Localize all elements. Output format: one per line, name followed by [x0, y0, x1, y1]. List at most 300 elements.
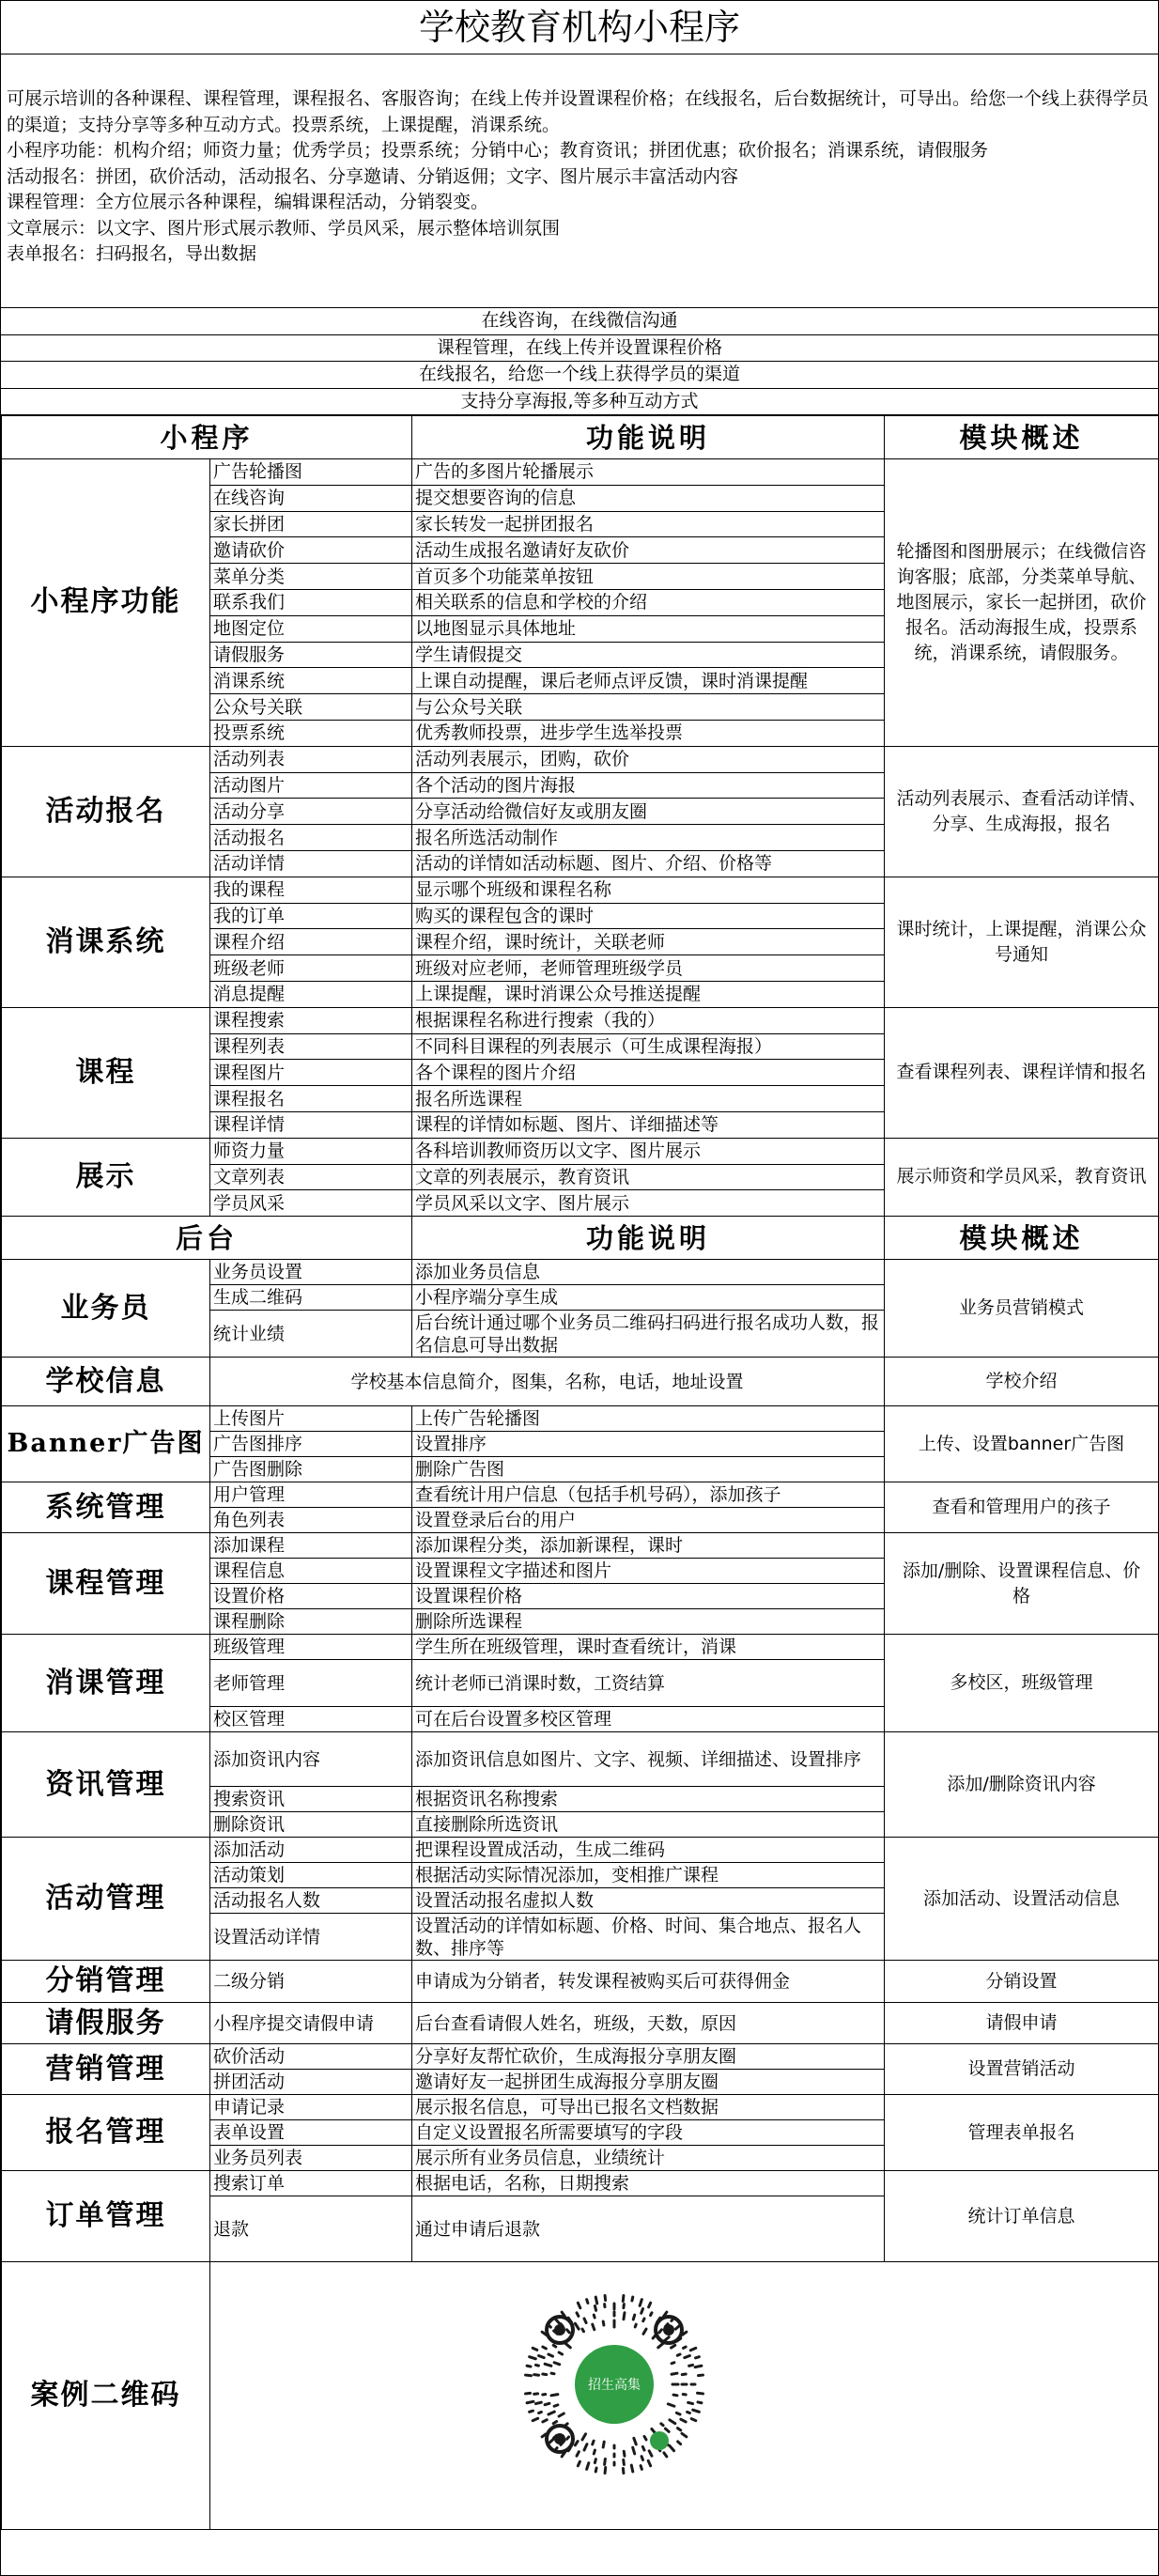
feature-description: 课程介绍，课时统计，关联老师: [412, 929, 885, 955]
intro-block: [1, 54, 1158, 308]
feature-description: 设置课程价格: [412, 1584, 885, 1609]
feature-name: 设置活动详情: [210, 1914, 412, 1961]
feature-description: 上课自动提醒，课后老师点评反馈，课时消课提醒: [412, 668, 885, 694]
feature-description: 设置课程文字描述和图片: [412, 1559, 885, 1584]
qr-label: 招生高集: [588, 2378, 641, 2394]
feature-description: 上课提醒，课时消课公众号推送提醒: [412, 981, 885, 1007]
module-summary: 分销设置: [885, 1961, 1159, 2003]
qr-mark: [623, 2469, 624, 2474]
qr-mark: [587, 2300, 588, 2304]
module-summary: 多校区，班级管理: [885, 1635, 1159, 1732]
module-summary: 展示师资和学员风采，教育资讯: [885, 1138, 1159, 1216]
qr-mark: [624, 2313, 625, 2320]
feature-name: 二级分销: [210, 1961, 412, 2003]
feature-description: 课程的详情如标题、图片、详细描述等: [412, 1111, 885, 1138]
feature-name: 业务员列表: [210, 2146, 412, 2171]
table-row: [2, 1406, 1159, 1432]
feature-description: 把课程设置成活动，生成二维码: [412, 1838, 885, 1863]
table-row: [2, 1482, 1159, 1508]
feature-description: 报名所选课程: [412, 1086, 885, 1112]
qr-mark: [527, 2401, 533, 2402]
qr-mark: [624, 2451, 625, 2456]
feature-name: 上传图片: [210, 1406, 412, 1432]
qr-finder-dot: [554, 2433, 565, 2444]
qr-mark: [632, 2297, 633, 2301]
table-header-row: [2, 416, 1159, 459]
feature-name: 课程删除: [210, 1609, 412, 1635]
qr-mark: [698, 2393, 703, 2394]
qr-mark: [578, 2303, 580, 2307]
banner-line: 在线咨询，在线微信沟通: [1, 308, 1158, 335]
intro-line: 小程序功能：机构介绍；师资力量；优秀学员；投票系统；分销中心；教育资讯；拼团优惠；砍价报名；消课系统，请假服务: [7, 140, 989, 161]
feature-description: 后台查看请假人姓名，班级，天数，原因: [412, 2003, 885, 2044]
section-name: 活动管理: [2, 1838, 210, 1961]
qr-code-icon: [520, 2290, 708, 2497]
feature-description: 申请成为分销者，转发课程被购买后可获得佣金: [412, 1961, 885, 2003]
qr-mark: [640, 2300, 641, 2306]
qr-mark: [549, 2412, 554, 2414]
qr-mark: [530, 2411, 533, 2412]
qr-mark: [553, 2422, 556, 2424]
feature-name: 广告轮播图: [210, 459, 412, 486]
feature-description: 直接删除所选资讯: [412, 1812, 885, 1838]
qr-mark: [659, 2330, 662, 2333]
feature-name: 消课系统: [210, 668, 412, 694]
qr-mark: [526, 2394, 531, 2395]
qr-mark: [587, 2463, 589, 2470]
qr-mark: [605, 2296, 606, 2301]
feature-name: 添加课程: [210, 1533, 412, 1559]
feature-description: 显示哪个班级和课程名称: [412, 877, 885, 903]
qr-mark: [635, 2324, 636, 2327]
feature-name: 家长拼团: [210, 511, 412, 537]
feature-name: 添加资讯内容: [210, 1732, 412, 1787]
qr-mark: [584, 2444, 587, 2450]
feature-name: 广告图删除: [210, 1457, 412, 1482]
feature-name: 活动分享: [210, 799, 412, 825]
feature-description: 分享活动给微信好友或朋友圈: [412, 799, 885, 825]
qr-mark: [670, 2420, 675, 2424]
section-name: 请假服务: [2, 2003, 210, 2044]
feature-description: 可在后台设置多校区管理: [412, 1707, 885, 1732]
qr-mark: [605, 2460, 606, 2465]
feature-name: 搜索资讯: [210, 1787, 412, 1812]
qr-mark: [551, 2395, 558, 2396]
feature-description: 广告的多图片轮播展示: [412, 459, 885, 486]
qr-mark: [681, 2419, 686, 2422]
qr-mark: [533, 2418, 537, 2420]
feature-name: 师资力量: [210, 1138, 412, 1164]
qr-mark: [668, 2404, 674, 2406]
qr-mark: [567, 2330, 570, 2333]
qr-mark: [575, 2323, 579, 2329]
qr-finder-dot: [554, 2324, 565, 2335]
feature-description: 删除所选课程: [412, 1609, 885, 1635]
qr-mark: [595, 2468, 596, 2472]
module-summary: 轮播图和图册展示；在线微信咨询客服；底部，分类菜单导航、地图展示，家长一起拼团，砍价报名。活动海报生成，投票系统，消课系统，请假服务。: [885, 459, 1159, 747]
feature-description: 各科培训教师资历以文字、图片展示: [412, 1138, 885, 1164]
qr-mark: [539, 2356, 545, 2358]
feature-description: 设置登录后台的用户: [412, 1508, 885, 1533]
qr-mark: [567, 2437, 569, 2439]
feature-name: 活动列表: [210, 746, 412, 772]
qr-row: [2, 2262, 1159, 2530]
feature-description: 学员风采以文字、图片展示: [412, 1190, 885, 1217]
qr-mark: [543, 2374, 547, 2375]
feature-description: 展示所有业务员信息，业绩统计: [412, 2146, 885, 2171]
feature-description: 班级对应老师，老师管理班级学员: [412, 955, 885, 982]
qr-mark: [577, 2452, 579, 2456]
qr-mark: [535, 2366, 538, 2367]
qr-mark: [682, 2374, 686, 2375]
qr-mark: [641, 2457, 642, 2460]
feature-name: 课程图片: [210, 1060, 412, 1086]
feature-name: 退款: [210, 2196, 412, 2262]
feature-description: 统计老师已消课时数，工资结算: [412, 1660, 885, 1707]
qr-mark: [683, 2347, 686, 2348]
intro-line: 表单报名：扫码报名，导出数据: [7, 243, 257, 264]
section-name: 营销管理: [2, 2044, 210, 2095]
feature-description: 各个活动的图片海报: [412, 772, 885, 799]
feature-name: 我的订单: [210, 903, 412, 929]
qr-mark: [631, 2465, 632, 2472]
feature-name: 广告图排序: [210, 1432, 412, 1457]
feature-name: 统计业绩: [210, 1311, 412, 1358]
qr-mark: [559, 2352, 562, 2354]
feature-description: 相关联系的信息和学校的介绍: [412, 589, 885, 615]
qr-mark: [677, 2429, 680, 2430]
feature-name: 添加活动: [210, 1838, 412, 1863]
qr-mark: [665, 2429, 669, 2431]
header-cell: 模块概述: [885, 1217, 1159, 1260]
feature-description: 上传广告轮播图: [412, 1406, 885, 1432]
module-summary: 添加/删除资讯内容: [885, 1732, 1159, 1838]
feature-description: 与公众号关联: [412, 694, 885, 721]
feature-description: 添加课程分类，添加新课程，课时: [412, 1533, 885, 1559]
feature-description: 分享好友帮忙砍价，生成海报分享朋友圈: [412, 2044, 885, 2070]
qr-mark: [699, 2375, 703, 2376]
table-row: [2, 1838, 1159, 1863]
qr-mark: [624, 2460, 625, 2465]
section-name: 消课系统: [2, 877, 210, 1007]
feature-name: 地图定位: [210, 615, 412, 642]
feature-name: 班级管理: [210, 1635, 412, 1660]
feature-description: 设置活动的详情如标题、价格、时间、集合地点、报名人数、排序等: [412, 1914, 885, 1961]
feature-name: 活动策划: [210, 1863, 412, 1888]
feature-name: 课程列表: [210, 1033, 412, 1060]
qr-mark: [530, 2357, 536, 2359]
feature-name: 生成二维码: [210, 1285, 412, 1311]
feature-description: 购买的课程包含的课时: [412, 903, 885, 929]
qr-mark: [658, 2343, 663, 2347]
qr-mark: [672, 2363, 674, 2364]
module-summary: 请假申请: [885, 2003, 1159, 2044]
feature-name: 业务员设置: [210, 1260, 412, 1285]
feature-description: 通过申请后退款: [412, 2196, 885, 2262]
qr-mark: [595, 2297, 596, 2304]
qr-mark: [641, 2309, 643, 2314]
qr-mark: [575, 2442, 578, 2445]
qr-mark: [551, 2373, 554, 2374]
feature-description: 设置排序: [412, 1432, 885, 1457]
qr-finder-dot: [663, 2324, 674, 2335]
header-cell: 功能说明: [412, 1217, 885, 1260]
feature-description: 根据电话，名称，日期搜索: [412, 2171, 885, 2196]
feature-description: 文章的列表展示，教育资讯: [412, 1164, 885, 1190]
section-name: 报名管理: [2, 2095, 210, 2171]
feature-name: 课程搜索: [210, 1007, 412, 1033]
feature-description: 添加业务员信息: [412, 1260, 885, 1285]
section-name: 活动报名: [2, 746, 210, 877]
feature-description: 根据资讯名称搜索: [412, 1787, 885, 1812]
qr-mark: [565, 2343, 570, 2347]
table-row: [2, 877, 1159, 903]
qr-mark: [691, 2419, 696, 2421]
qr-mark: [543, 2347, 547, 2349]
feature-description: 设置活动报名虚拟人数: [412, 1888, 885, 1914]
qr-mark: [672, 2345, 675, 2348]
feature-description: 根据课程名称进行搜索（我的）: [412, 1007, 885, 1033]
qr-mark: [554, 2405, 558, 2406]
qr-mark: [605, 2468, 606, 2474]
module-summary: 查看课程列表、课程详情和报名: [885, 1007, 1159, 1138]
qr-mark: [688, 2402, 693, 2403]
qr-mark: [559, 2413, 564, 2416]
qr-mark: [695, 2366, 702, 2367]
table-row: [2, 2044, 1159, 2070]
qr-mark: [577, 2313, 579, 2317]
qr-mark: [526, 2375, 532, 2376]
feature-description: 后台统计通过哪个业务员二维码扫码进行报名成功人数，报名信息可导出数据: [412, 1311, 885, 1358]
feature-description: 首页多个功能菜单按钮: [412, 564, 885, 590]
qr-mark: [661, 2424, 663, 2426]
qr-mark: [633, 2315, 634, 2320]
table-row: [2, 459, 1159, 486]
qr-mark: [533, 2348, 537, 2350]
table-row: [2, 1533, 1159, 1559]
feature-name: 课程介绍: [210, 929, 412, 955]
table-row: [2, 746, 1159, 772]
header-cell: 小程序: [2, 416, 412, 459]
feature-name: 公众号关联: [210, 694, 412, 721]
feature-name: 我的课程: [210, 877, 412, 903]
qr-mark: [690, 2348, 695, 2350]
qr-mark: [649, 2303, 651, 2307]
qr-mark: [670, 2446, 674, 2451]
feature-description: 根据活动实际情况添加，变相推广课程: [412, 1863, 885, 1888]
module-summary: 活动列表展示、查看活动详情、分享、生成海报，报名: [885, 746, 1159, 877]
module-summary: 上传、设置banner广告图: [885, 1406, 1159, 1482]
qr-mark: [643, 2319, 644, 2321]
feature-name: 班级老师: [210, 955, 412, 982]
module-summary: 添加/删除、设置课程信息、价格: [885, 1533, 1159, 1635]
module-summary: 统计订单信息: [885, 2171, 1159, 2262]
qr-mark: [633, 2447, 635, 2454]
qr-mark: [644, 2437, 646, 2440]
feature-description: 邀请好友一起拼团生成海报分享朋友圈: [412, 2070, 885, 2095]
qr-mark: [545, 2403, 549, 2404]
feature-name: 申请记录: [210, 2095, 412, 2120]
section-name: 分销管理: [2, 1961, 210, 2003]
feature-name: 拼团活动: [210, 2070, 412, 2095]
qr-mark: [634, 2438, 636, 2444]
feature-name: 课程信息: [210, 1559, 412, 1584]
header-cell: 后台: [2, 1217, 412, 1260]
feature-name: 在线咨询: [210, 485, 412, 511]
feature-name: 用户管理: [210, 1482, 412, 1508]
qr-mark: [582, 2329, 584, 2332]
feature-description: 不同科目课程的列表展示（可生成课程海报）: [412, 1033, 885, 1060]
table-row: [2, 1138, 1159, 1164]
qr-mark: [549, 2354, 553, 2356]
feature-name: 活动详情: [210, 850, 412, 877]
table-row: [2, 1260, 1159, 1285]
feature-name: 角色列表: [210, 1508, 412, 1533]
feature-description: 展示报名信息，可导出已报名文档数据: [412, 2095, 885, 2120]
feature-name: 校区管理: [210, 1707, 412, 1732]
qr-mark: [682, 2433, 687, 2437]
header-cell: 功能说明: [412, 416, 885, 459]
section-name: 展示: [2, 1138, 210, 1216]
intro-line: 活动报名：拼团，砍价活动，活动报名、分享邀请、分销返佣；文字、图片展示丰富活动内容: [7, 165, 739, 187]
qr-mark: [545, 2364, 551, 2366]
table-row: [2, 2003, 1159, 2044]
qr-mark: [535, 2402, 541, 2403]
module-summary: 查看和管理用户的孩子: [885, 1482, 1159, 1533]
qr-mark: [527, 2366, 531, 2367]
feature-name: 删除资讯: [210, 1812, 412, 1838]
feature-description: 活动的详情如活动标题、图片、介绍、价格等: [412, 850, 885, 877]
module-summary: 添加活动、设置活动信息: [885, 1838, 1159, 1961]
feature-name: 老师管理: [210, 1660, 412, 1707]
qr-mark: [693, 2410, 700, 2412]
feature-description: 家长转发一起拼团报名: [412, 511, 885, 537]
qr-mark: [673, 2395, 677, 2396]
section-name: 订单管理: [2, 2171, 210, 2262]
module-summary: 设置营销活动: [885, 2044, 1159, 2095]
feature-name: 活动报名: [210, 825, 412, 851]
feature-name: 学员风采: [210, 1190, 412, 1217]
intro-line: 可展示培训的各种课程、课程管理，课程报名、客服咨询；在线上传并设置课程价格；在线报名，后台数据统计，可导出。给您一个线上获得学员的渠道；支持分享等多种互动方式。投票系统，上课提醒，消课系统。: [7, 88, 1150, 135]
table-header-row: [2, 1217, 1159, 1260]
intro-line: 文章展示：以文字、图片形式展示教师、学员风采，展示整体培训氛围: [7, 217, 561, 239]
qr-mark: [584, 2319, 586, 2323]
table-row: [2, 1961, 1159, 2003]
qr-mark: [677, 2354, 680, 2355]
feature-description: 小程序端分享生成: [412, 1285, 885, 1311]
mini-program-icon: [650, 2431, 669, 2450]
feature-description: 各个课程的图片介绍: [412, 1060, 885, 1086]
table-row: [2, 1358, 1159, 1406]
feature-description: 以地图显示具体地址: [412, 615, 885, 642]
page-title: 学校教育机构小程序: [1, 1, 1158, 54]
table-row: [2, 2171, 1159, 2196]
qr-mark: [696, 2357, 700, 2358]
feature-name: 砍价活动: [210, 2044, 412, 2070]
qr-mark: [685, 2356, 690, 2358]
qr-mark: [554, 2363, 560, 2365]
qr-mark: [534, 2375, 539, 2376]
feature-table: [1, 415, 1159, 2530]
feature-description: 学生请假提交: [412, 642, 885, 668]
feature-description: 自定义设置报名所需要填写的字段: [412, 2120, 885, 2146]
qr-mark: [603, 2442, 604, 2447]
qr-mark: [553, 2345, 556, 2347]
section-name: 小程序功能: [2, 459, 210, 747]
table-row: [2, 2095, 1159, 2120]
qr-mark: [593, 2441, 594, 2444]
qr-mark: [594, 2450, 595, 2454]
section-name: 学校信息: [2, 1358, 210, 1406]
feature-description: 提交想要咨询的信息: [412, 485, 885, 511]
feature-description: 添加资讯信息如图片、文字、视频、详细描述、设置排序: [412, 1732, 885, 1787]
feature-description: 报名所选活动制作: [412, 825, 885, 851]
module-summary: 管理表单报名: [885, 2095, 1159, 2171]
feature-name: 课程报名: [210, 1086, 412, 1112]
section-name: 业务员: [2, 1260, 210, 1358]
feature-description: 查看统计用户信息（包括手机号码），添加孩子: [412, 1482, 885, 1508]
qr-mark: [698, 2402, 702, 2403]
qr-mark: [678, 2442, 681, 2444]
qr-cell: [210, 2262, 1159, 2530]
qr-mark: [676, 2413, 680, 2414]
feature-description: 学生所在班级管理，课时查看统计，消课: [412, 1635, 885, 1660]
qr-mark: [623, 2296, 624, 2302]
feature-description: 优秀教师投票，进步学生选举投票: [412, 720, 885, 746]
qr-mark: [689, 2366, 693, 2367]
feature-name: 菜单分类: [210, 564, 412, 590]
feature-description: 删除广告图: [412, 1457, 885, 1482]
feature-name: 活动报名人数: [210, 1888, 412, 1914]
banner-line: 在线报名，给您一个线上获得学员的渠道: [1, 362, 1158, 389]
feature-name: 搜索订单: [210, 2171, 412, 2196]
feature-name: 表单设置: [210, 2120, 412, 2146]
feature-name: 活动图片: [210, 772, 412, 799]
qr-mark: [643, 2329, 646, 2334]
qr-mark: [603, 2321, 604, 2325]
section-name: 系统管理: [2, 1482, 210, 1533]
qr-mark: [593, 2324, 595, 2330]
module-summary: 学校介绍: [885, 1358, 1159, 1406]
qr-mark: [651, 2313, 652, 2316]
feature-name: 邀请砍价: [210, 537, 412, 564]
feature-description: 活动列表展示，团购，砍价: [412, 746, 885, 772]
merged-description: 学校基本信息简介，图集，名称，电话，地址设置: [210, 1358, 885, 1406]
feature-table-body: [2, 416, 1159, 2530]
table-row: [2, 1007, 1159, 1033]
qr-mark: [578, 2461, 580, 2466]
section-name: 课程管理: [2, 1533, 210, 1635]
table-row: [2, 1635, 1159, 1660]
qr-mark: [594, 2315, 595, 2318]
feature-description: 活动生成报名邀请好友砍价: [412, 537, 885, 564]
qr-mark: [543, 2420, 547, 2422]
feature-name: 投票系统: [210, 720, 412, 746]
intro-line: 课程管理：全方位展示各种课程，编辑课程活动，分销裂变。: [7, 192, 489, 212]
feature-name: 文章列表: [210, 1164, 412, 1190]
feature-name: 课程详情: [210, 1111, 412, 1138]
table-row: [2, 1732, 1159, 1787]
feature-name: 设置价格: [210, 1584, 412, 1609]
qr-mark: [672, 2373, 677, 2374]
qr-mark: [642, 2447, 644, 2451]
feature-name: 小程序提交请假申请: [210, 2003, 412, 2044]
banner-line: 支持分享海报,等多种互动方式: [1, 389, 1158, 416]
section-name: 消课管理: [2, 1635, 210, 1732]
section-name: 课程: [2, 1007, 210, 1138]
section-name: 案例二维码: [2, 2262, 210, 2530]
feature-name: 消息提醒: [210, 981, 412, 1007]
